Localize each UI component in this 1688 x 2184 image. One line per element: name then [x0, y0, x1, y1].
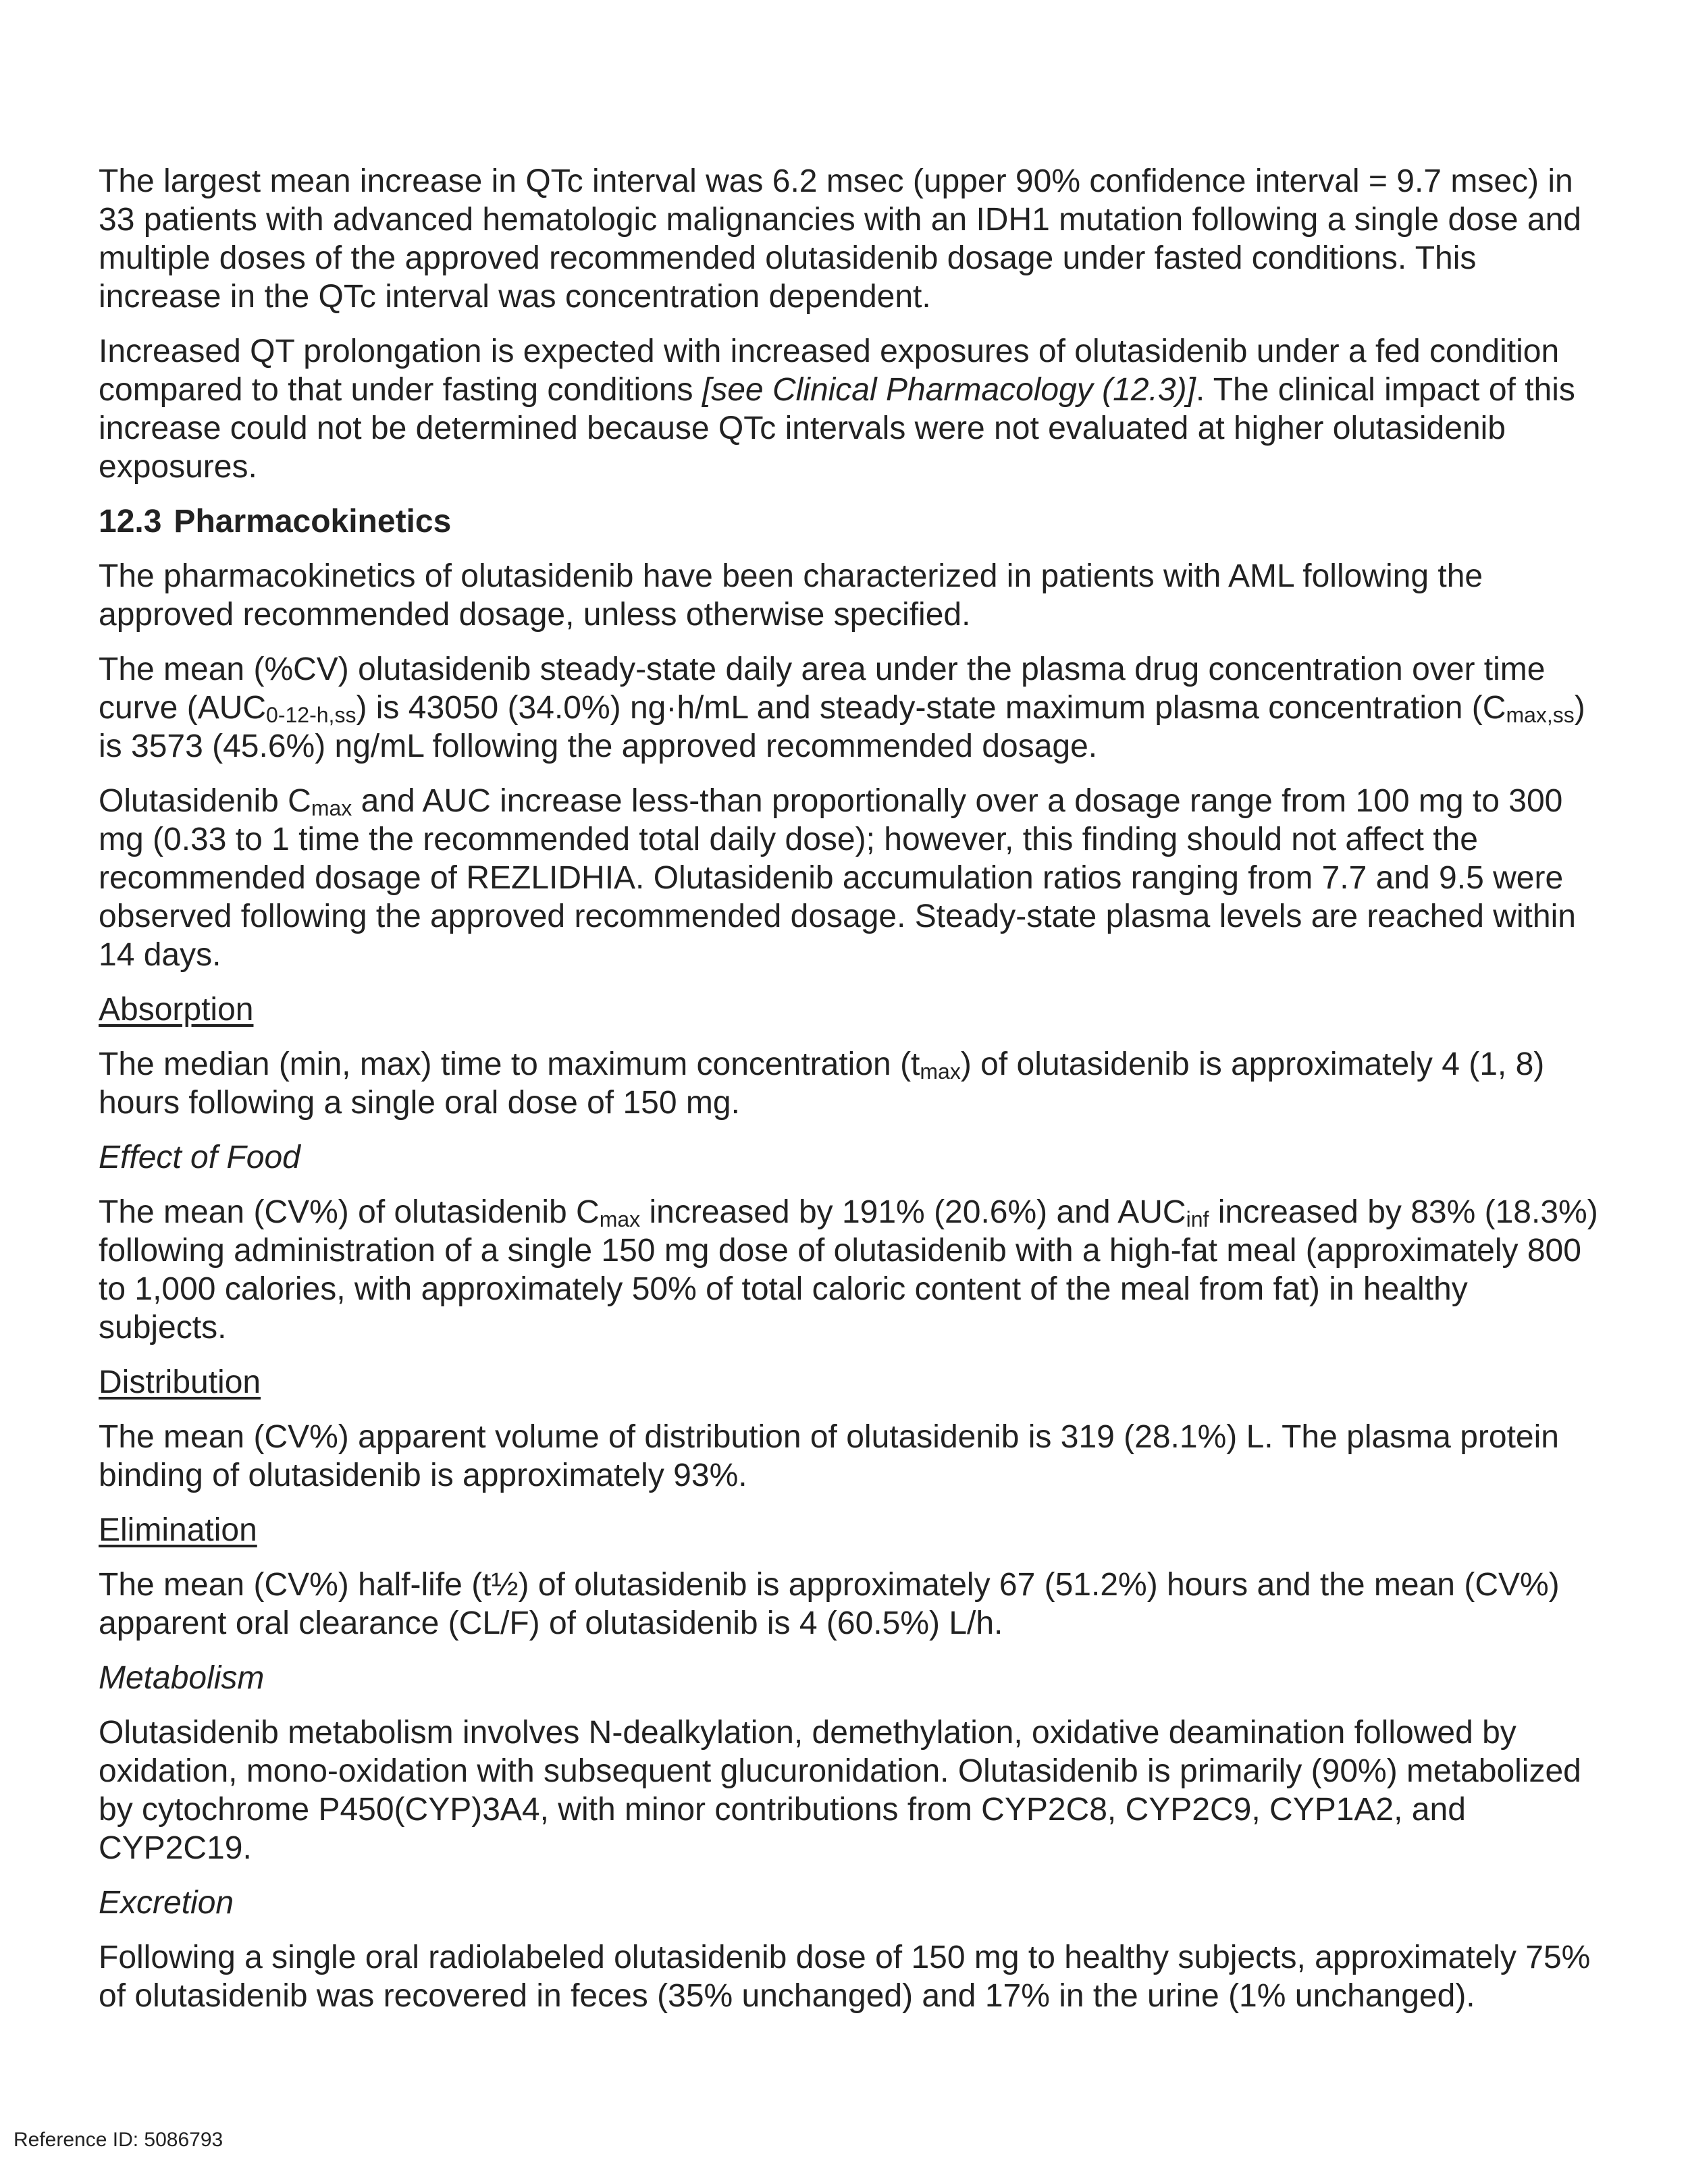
food-cmax-subscript: max [599, 1206, 641, 1231]
absorption-text-a: The median (min, max) time to maximum concentration (t [99, 1046, 920, 1082]
food-text-a: The mean (CV%) of olutasidenib C [99, 1194, 600, 1230]
document-body [99, 162, 1604, 2031]
excretion-paragraph: Following a single oral radiolabeled olutasidenib dose of 150 mg to healthy subjects, approximately 75% of olutasidenib was recovered in feces (35% unchanged) and 17% in the urine (1% unchanged). [99, 1940, 1591, 2014]
food-text-c: increased by 83% (18.3%) following administration of a single 150 mg dose of olutasidenib with a high-fat meal (approximately 800 to 1,000 calories, with approximately 50% of total caloric content of the meal from fat) in healthy subjects. [99, 1194, 1598, 1346]
cross-reference-link: [see Clinical Pharmacology (12.3)] [702, 372, 1196, 408]
absorption-text-b: ) of olutasidenib is approximately 4 (1, 8) hours following a single oral dose of 150 mg. [99, 1046, 1545, 1121]
auc-inf-subscript: inf [1186, 1206, 1209, 1231]
subheading-elimination: Elimination [99, 1512, 257, 1548]
section-heading-pharmacokinetics [99, 502, 1604, 541]
metabolism-paragraph: Olutasidenib metabolism involves N-dealkylation, demethylation, oxidative deamination followed by oxidation, mono-oxidation with subsequent glucuronidation. Olutasidenib is primarily (90%) metabolized by cytochrome P450(CYP)3A4, with minor contributions from CYP2C8, CYP2C9, CYP1A2, and CYP2C19. [99, 1715, 1581, 1866]
pk-paragraph-2-text-c: ) is 3573 (45.6%) ng/mL following the approved recommended dosage. [99, 690, 1585, 764]
pk-paragraph-3 [99, 782, 1604, 974]
tmax-subscript: max [920, 1059, 961, 1084]
cmax-ss-subscript: max,ss [1506, 702, 1575, 727]
pk-paragraph-2 [99, 650, 1604, 766]
qtc-paragraph-2-text-a: Increased QT prolongation is expected with increased exposures of olutasidenib under a fed condition compared to that under fasting conditions [99, 334, 1560, 408]
absorption-paragraph [99, 1045, 1604, 1122]
subheading-distribution: Distribution [99, 1364, 261, 1400]
qtc-paragraph-1: The largest mean increase in QTc interval was 6.2 msec (upper 90% confidence interval = 9.7 msec) in 33 patients with advanced hematologic malignancies with an IDH1 mutation following a single dose and multiple doses of the approved recommended olutasidenib dosage under fasted conditions. This increase in the QTc interval was concentration dependent. [99, 163, 1581, 315]
subheading-metabolism: Metabolism [99, 1660, 265, 1696]
food-paragraph [99, 1193, 1604, 1347]
section-title: Pharmacokinetics [174, 504, 452, 539]
subheading-excretion: Excretion [99, 1885, 234, 1921]
reference-id-footer: Reference ID: 5086793 [14, 2129, 223, 2151]
distribution-paragraph: The mean (CV%) apparent volume of distribution of olutasidenib is 319 (28.1%) L. The plasma protein binding of olutasidenib is approximately 93%. [99, 1419, 1559, 1493]
pk-paragraph-1: The pharmacokinetics of olutasidenib have been characterized in patients with AML following the approved recommended dosage, unless otherwise specified. [99, 558, 1483, 633]
subheading-effect-of-food: Effect of Food [99, 1140, 300, 1175]
elimination-paragraph: The mean (CV%) half-life (t½) of olutasidenib is approximately 67 (51.2%) hours and the mean (CV%) apparent oral clearance (CL/F) of olutasidenib is 4 (60.5%) L/h. [99, 1567, 1560, 1641]
cmax-subscript: max [311, 795, 352, 820]
subheading-absorption: Absorption [99, 992, 254, 1028]
section-number: 12.3 [99, 504, 162, 539]
pk-paragraph-2-text-b: ) is 43050 (34.0%) ng·h/mL and steady-state maximum plasma concentration (C [356, 690, 1506, 726]
pk-paragraph-3-text-b: and AUC increase less-than proportionally over a dosage range from 100 mg to 300 mg (0.33 to 1 time the recommended total daily dose); however, this finding should not affect the recommended dosage of REZLIDHIA. Olutasidenib accumulation ratios ranging from 7.7 and 9.5 were observed following the approved recommended dosage. Steady-state plasma levels are reached within 14 days. [99, 783, 1576, 973]
pk-paragraph-2-text-a: The mean (%CV) olutasidenib steady-state daily area under the plasma drug concentration over time curve (AUC [99, 651, 1546, 726]
qtc-paragraph-2-text-b: . The clinical impact of this increase could not be determined because QTc intervals were not evaluated at higher olutasidenib exposures. [99, 372, 1575, 485]
food-text-b: increased by 191% (20.6%) and AUC [640, 1194, 1186, 1230]
pk-paragraph-3-text-a: Olutasidenib C [99, 783, 311, 819]
qtc-paragraph-2 [99, 332, 1604, 486]
auc-subscript: 0-12-h,ss [266, 702, 357, 727]
